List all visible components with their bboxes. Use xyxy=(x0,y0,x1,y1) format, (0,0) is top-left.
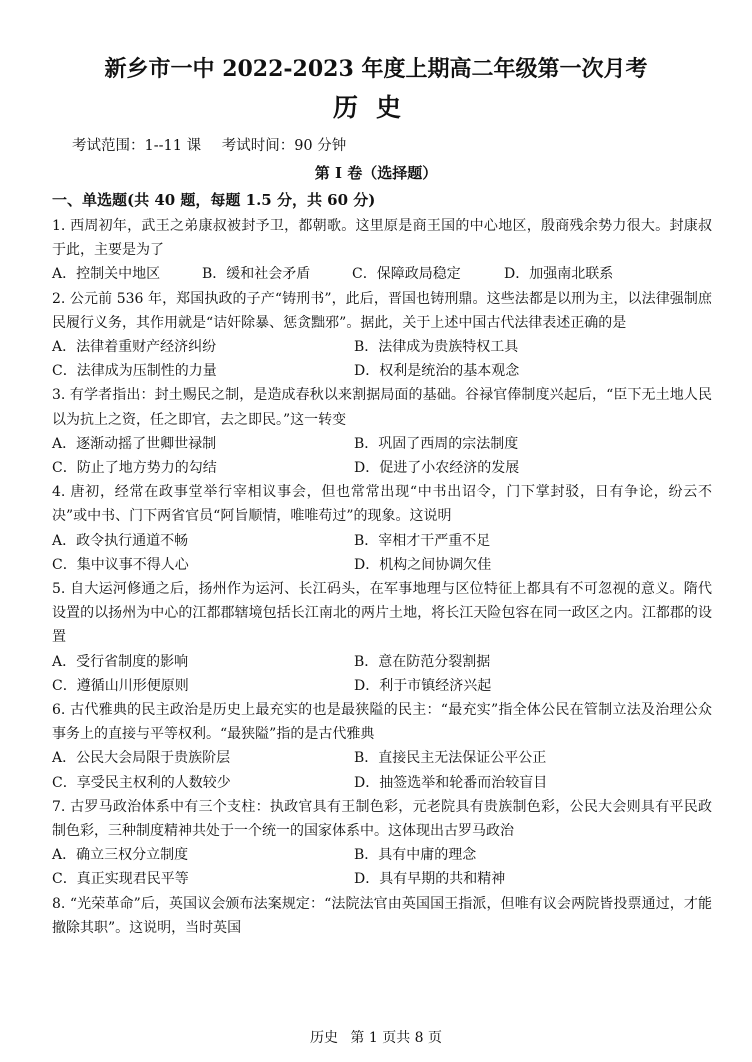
option-b: B．具有中庸的理念 xyxy=(354,847,477,864)
part-title: 一、单选题(共 40 题，每题 1.5 分，共 60 分) xyxy=(52,191,376,209)
option-c: C．法律成为压制性的力量 xyxy=(52,363,217,380)
question-options xyxy=(52,335,712,359)
option-d: D．加强南北联系 xyxy=(504,266,614,283)
option-c: C．保障政局稳定 xyxy=(352,266,461,283)
question-options xyxy=(52,867,712,891)
question-stem: 6. 古代雅典的民主政治是历史上最充实的也是最狭隘的民主：“最充实”指全体公民在管制立法及治理公众事务上的直接与平等权利。“最狭隘”指的是古代雅典 xyxy=(52,702,712,743)
question-options xyxy=(52,843,712,867)
question-stem: 4. 唐初，经常在政事堂举行宰相议事会，但也常常出现“中书出诏令，门下掌封驳，日有争论，纷云不决”或中书、门下两省官员“阿旨顺情，唯唯苟过”的现象。这说明 xyxy=(52,484,712,525)
footer-page-number: 第 1 页共 8 页 xyxy=(350,1030,443,1046)
option-c: C．集中议事不得人心 xyxy=(52,556,189,573)
option-c: C．遵循山川形便原则 xyxy=(52,677,189,694)
question-options xyxy=(52,456,712,480)
footer-subject: 历史 xyxy=(309,1030,338,1046)
question-stem: 1. 西周初年，武王之弟康叔被封予卫，都朝歌。这里原是商王国的中心地区，殷商残余势力很大。封康叔于此，主要是为了 xyxy=(52,218,712,259)
question-options xyxy=(52,432,712,456)
option-d: D．抽签选举和轮番而治较盲目 xyxy=(354,774,548,791)
subject-title: 历史 xyxy=(332,93,419,122)
option-b: B．缓和社会矛盾 xyxy=(202,266,311,283)
question-options xyxy=(52,650,712,674)
option-d: D．促进了小农经济的发展 xyxy=(354,460,520,477)
option-d: D．权利是统治的基本观念 xyxy=(354,363,520,380)
option-b: B．宰相才干严重不足 xyxy=(354,532,491,549)
question-stem: 7. 古罗马政治体系中有三个支柱：执政官具有王制色彩，元老院具有贵族制色彩，公民大会则具有平民政制色彩，三种制度精神共处于一个统一的国家体系中。这体现出古罗马政治 xyxy=(52,798,712,840)
option-a: A．控制关中地区 xyxy=(52,266,161,283)
option-d: D．机构之间协调欠佳 xyxy=(354,556,492,573)
option-d: D．具有早期的共和精神 xyxy=(354,871,506,888)
question-options xyxy=(52,359,712,383)
exam-meta xyxy=(72,134,362,155)
question-options xyxy=(52,674,712,698)
option-a: A．公民大会局限于贵族阶层 xyxy=(52,750,231,767)
question-options xyxy=(52,529,712,553)
option-c: C．防止了地方势力的勾结 xyxy=(52,460,217,477)
option-b: B．直接民主无法保证公平公正 xyxy=(354,750,547,767)
question-stem: 2. 公元前 536 年，郑国执政的子产“铸刑书”，此后，晋国也铸刑鼎。这些法都是以刑为主，以法律强制庶民履行义务，其作用就是“诘奸除暴、惩贪黜邪”。据此，关于上述中国古代法律表述正确的是 xyxy=(52,290,712,331)
question-list xyxy=(52,214,712,940)
question-options xyxy=(52,553,712,577)
question-options xyxy=(52,771,712,795)
option-a: A．确立三权分立制度 xyxy=(52,847,189,864)
option-a: A．政令执行通道不畅 xyxy=(52,532,189,549)
question-options xyxy=(52,262,712,286)
question-options xyxy=(52,746,712,770)
section-title: 第 I 卷（选择题） xyxy=(314,164,438,182)
option-b: B．巩固了西周的宗法制度 xyxy=(354,435,519,452)
option-d: D．利于市镇经济兴起 xyxy=(354,677,492,694)
question-stem: 5. 自大运河修通之后，扬州作为运河、长江码头，在军事地理与区位特征上都具有不可忽视的意义。隋代设置的以扬州为中心的江都郡辖境包括长江南北的两片土地，将长江天险包容在同一政区之内。江都郡的设置 xyxy=(52,581,712,646)
option-b: B．法律成为贵族特权工具 xyxy=(354,339,519,356)
question-stem: 3. 有学者指出：封土赐民之制，是造成春秋以来割据局面的基础。谷禄官俸制度兴起后，“臣下无土地人民以为抗上之资，任之即官，去之即民。”这一转变 xyxy=(52,387,712,428)
option-a: A．受行省制度的影响 xyxy=(52,653,189,670)
page-footer xyxy=(0,1027,752,1047)
option-a: A．逐渐动摇了世卿世禄制 xyxy=(52,435,217,452)
exam-scope: 考试范围：1--11 课 xyxy=(72,138,202,154)
option-b: B．意在防范分裂割据 xyxy=(354,653,491,670)
option-a: A．法律着重财产经济纠纷 xyxy=(52,339,217,356)
question-stem: 8. “光荣革命”后，英国议会颁布法案规定：“法院法官由英国国王指派，但唯有议会两院皆投票通过，才能撤除其职”。这说明，当时英国 xyxy=(52,895,712,936)
option-c: C．真正实现君民平等 xyxy=(52,871,189,888)
exam-title: 新乡市一中 2022-2023 年度上期高二年级第一次月考 xyxy=(104,56,648,82)
exam-time: 考试时间：90 分钟 xyxy=(221,138,347,154)
option-c: C．享受民主权利的人数较少 xyxy=(52,774,231,791)
